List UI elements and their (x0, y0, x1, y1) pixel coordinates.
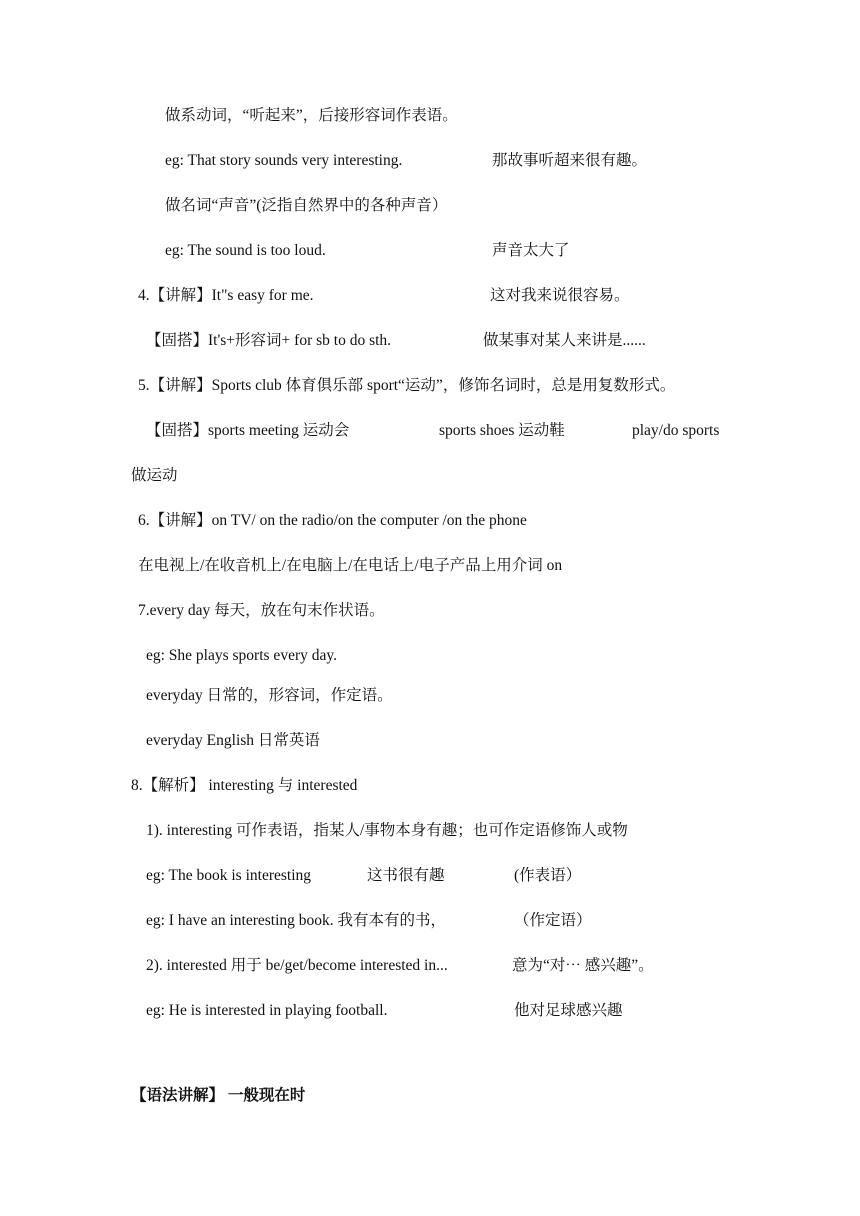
usage-note: （作定语） (514, 912, 592, 929)
text-line: 1). interesting 可作表语，指某人/事物本身有趣；也可作定语修饰人或物 (146, 822, 628, 839)
example-sentence: eg: The book is interesting (146, 867, 312, 884)
explanation-heading: 4.【讲解】It"s easy for me. (138, 287, 314, 304)
phrase-item: sports shoes 运动鞋 (439, 422, 565, 439)
analysis-heading: 8.【解析】 interesting 与 interested (131, 777, 358, 794)
text-line: 做名词“声音”(泛指自然界中的各种声音） (165, 197, 448, 214)
translation: 声音太大了 (492, 242, 570, 259)
translation: 意为“对⋯ 感兴趣”。 (512, 957, 654, 974)
text-line: 2). interested 用于 be/get/become interested in... (146, 957, 448, 974)
phrase-item: play/do sports (632, 422, 720, 439)
phrase-heading: 【固搭】It's+形容词+ for sb to do sth. (146, 332, 392, 349)
explanation-heading: 5.【讲解】Sports club 体育俱乐部 sport“运动”，修饰名词时，总是用复数形式。 (138, 377, 676, 394)
translation: 他对足球感兴趣 (514, 1002, 623, 1019)
usage-note: (作表语） (514, 867, 582, 884)
example-sentence: eg: That story sounds very interesting. (165, 152, 403, 169)
text-line: everyday 日常的，形容词，作定语。 (146, 687, 393, 704)
explanation-heading: 7.every day 每天，放在句末作状语。 (138, 602, 385, 619)
example-sentence: eg: He is interested in playing football. (146, 1002, 388, 1019)
phrase-heading: 【固搭】sports meeting 运动会 (146, 422, 350, 439)
text-line: 做运动 (131, 467, 178, 484)
text-line: everyday English 日常英语 (146, 732, 320, 749)
section-heading: 【语法讲解】 一般现在时 (131, 1087, 306, 1104)
translation: 做某事对某人来讲是...... (483, 332, 646, 349)
example-sentence: eg: She plays sports every day. (146, 647, 337, 664)
example-sentence: eg: The sound is too loud. (165, 242, 326, 259)
text-line: 做系动词，“听起来”，后接形容词作表语。 (165, 107, 458, 124)
example-sentence: eg: I have an interesting book. 我有本有的书， (146, 912, 447, 929)
translation: 这对我来说很容易。 (490, 287, 630, 304)
translation: 那故事听超来很有趣。 (492, 152, 648, 169)
text-line: 在电视上/在收音机上/在电脑上/在电话上/电子产品上用介词 on (138, 557, 563, 574)
explanation-heading: 6.【讲解】on TV/ on the radio/on the computer /on the phone (138, 512, 527, 529)
translation: 这书很有趣 (367, 867, 445, 884)
